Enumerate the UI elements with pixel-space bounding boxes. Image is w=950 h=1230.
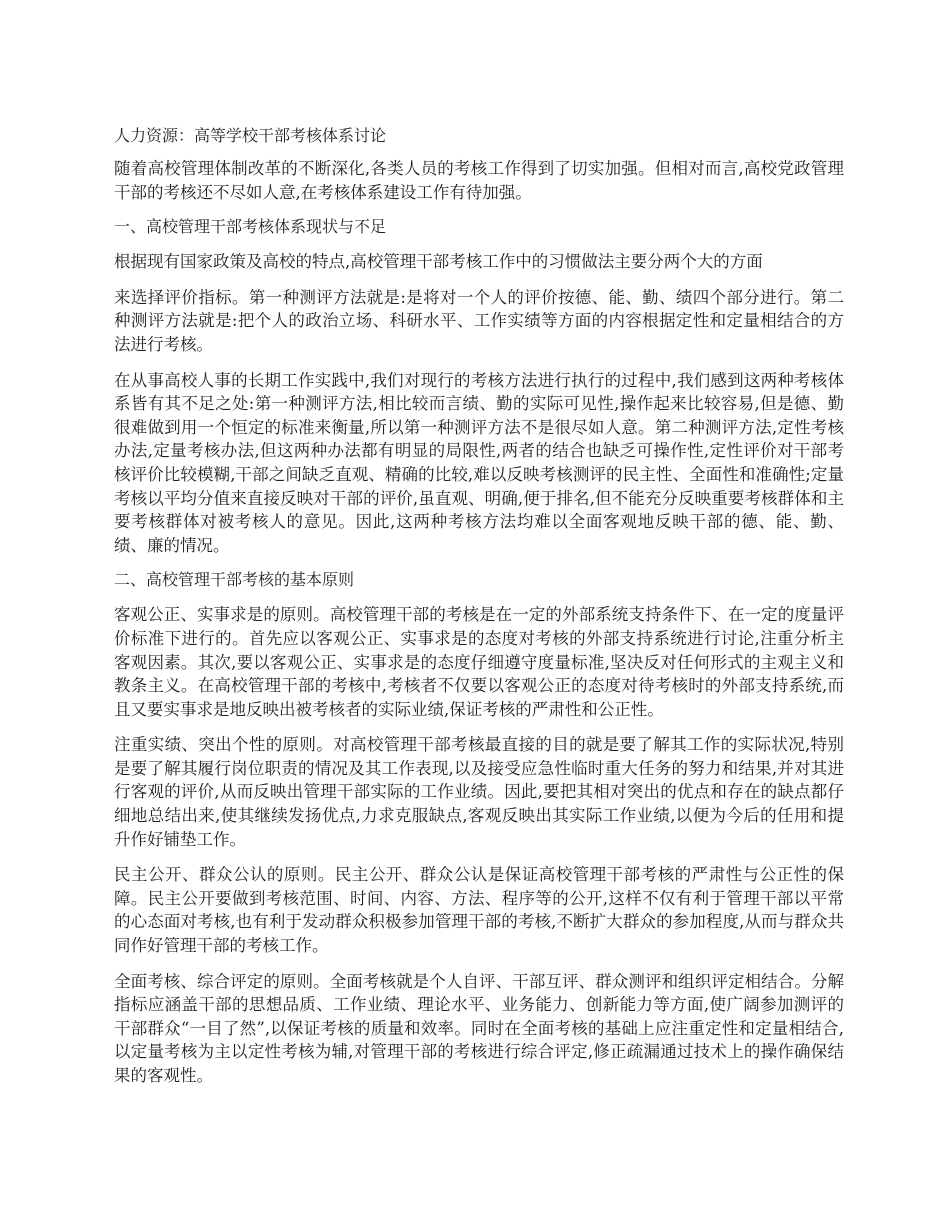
- document-body: [114, 125, 844, 1100]
- section-1-heading: 一、高校管理干部考核体系现状与不足: [114, 217, 387, 237]
- section-2-paragraph-2: 注重实绩、突出个性的原则。对高校管理干部考核最直接的目的就是要了解其工作的实际状况,特别是要了解其履行岗位职责的情况及其工作表现,以及接受应急性临时重大任务的努力和结果,并对其进行客观的评价,从而反映出管理干部实际的工作业绩。因此,要把其相对突出的优点和存在的缺点都仔细地总结出来,使其继续发扬优点,力求克服缺点,客观反映出其实际工作业绩,以便为今后的任用和提升作好铺垫工作。: [114, 735, 844, 849]
- section-1-paragraph-1: 根据现有国家政策及高校的特点,高校管理干部考核工作中的习惯做法主要分两个大的方面: [114, 252, 763, 272]
- intro-paragraph: 随着高校管理体制改革的不断深化,各类人员的考核工作得到了切实加强。但相对而言,高校党政管理干部的考核还不尽如人意,在考核体系建设工作有待加强。: [114, 159, 844, 202]
- section-2-paragraph-4: 全面考核、综合评定的原则。全面考核就是个人自评、干部互评、群众测评和组织评定相结合。分解指标应涵盖干部的思想品质、工作业绩、理论水平、业务能力、创新能力等方面,使广阔参加测评的干部群众“一目了然”,以保证考核的质量和效率。同时在全面考核的基础上应注重定性和定量相结合,以定量考核为主以定性考核为辅,对管理干部的考核进行综合评定,修正疏漏通过技术上的操作确保结果的客观性。: [114, 971, 844, 1085]
- section-2-paragraph-1: 客观公正、实事求是的原则。高校管理干部的考核是在一定的外部系统支持条件下、在一定的度量评价标准下进行的。首先应以客观公正、实事求是的态度对考核的外部支持系统进行讨论,注重分析主客观因素。其次,要以客观公正、实事求是的态度仔细遵守度量标准,坚决反对任何形式的主观主义和教条主义。在高校管理干部的考核中,考核者不仅要以客观公正的态度对待考核时的外部支持系统,而且又要实事求是地反映出被考核者的实际业绩,保证考核的严肃性和公正性。: [114, 605, 844, 719]
- document-title: 人力资源：高等学校干部考核体系讨论: [114, 126, 387, 145]
- section-1-paragraph-2: 来选择评价指标。第一种测评方法就是:是将对一个人的评价按德、能、勤、绩四个部分进行。第二种测评方法就是:把个人的政治立场、科研水平、工作实绩等方面的内容根据定性和定量相结合的方法进行考核。: [114, 287, 844, 354]
- section-2-paragraph-3: 民主公开、群众公认的原则。民主公开、群众公认是保证高校管理干部考核的严肃性与公正性的保障。民主公开要做到考核范围、时间、内容、方法、程序等的公开,这样不仅有利于管理干部以平常的心态面对考核,也有利于发动群众积极参加管理干部的考核,不断扩大群众的参加程度,从而与群众共同作好管理干部的考核工作。: [114, 865, 844, 956]
- section-1-paragraph-3: 在从事高校人事的长期工作实践中,我们对现行的考核方法进行执行的过程中,我们感到这两种考核体系皆有其不足之处:第一种测评方法,相比较而言绩、勤的实际可见性,操作起来比较容易,但是德、勤很难做到用一个恒定的标准来衡量,所以第一种测评方法不是很尽如人意。第二种测评方法,定性考核办法,定量考核办法,但这两种办法都有明显的局限性,两者的结合也缺乏可操作性,定性评价对干部考核评价比较模糊,干部之间缺乏直观、精确的比较,难以反映考核测评的民主性、全面性和准确性;定量考核以平均分值来直接反映对干部的评价,虽直观、明确,便于排名,但不能充分反映重要考核群体和主要考核群体对被考核人的意见。因此,这两种考核方法均难以全面客观地反映干部的德、能、勤、绩、廉的情况。: [114, 370, 844, 555]
- section-2-heading: 二、高校管理干部考核的基本原则: [114, 570, 355, 590]
